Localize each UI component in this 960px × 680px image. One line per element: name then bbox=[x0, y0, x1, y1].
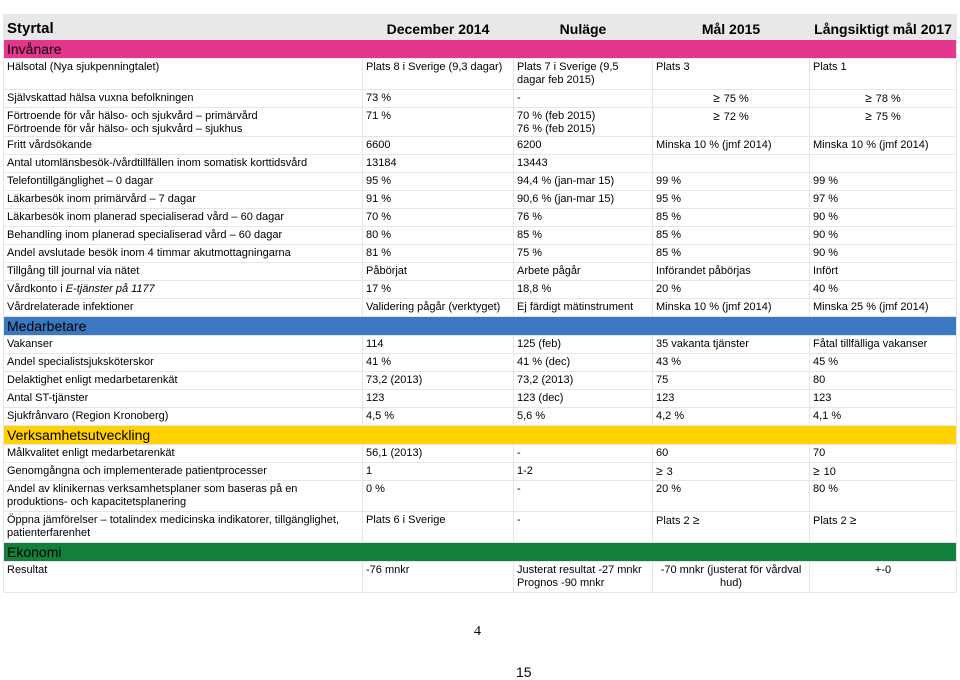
row-label bbox=[4, 281, 363, 299]
row-label: Målkvalitet enligt medarbetarenkät bbox=[4, 445, 363, 463]
cell-mal-2017: Infört bbox=[810, 263, 957, 281]
table-row bbox=[4, 245, 957, 263]
cell-nulage: - bbox=[514, 90, 653, 108]
cell-mal-2017: 4,1 % bbox=[810, 408, 957, 426]
cell-line: 76 % (feb 2015) bbox=[517, 123, 596, 135]
cell-mal-2017: 123 bbox=[810, 390, 957, 408]
cell-dec-2014: 1 bbox=[363, 463, 514, 481]
cell-mal-2015: 35 vakanta tjänster bbox=[653, 336, 810, 354]
row-label: Andel avslutade besök inom 4 timmar akutmottagningarna bbox=[4, 245, 363, 263]
cell-mal-2015: 95 % bbox=[653, 191, 810, 209]
row-label-line: Förtroende för vår hälso- och sjukvård – sjukhus bbox=[7, 123, 243, 135]
cell-mal-2015: 20 % bbox=[653, 481, 810, 512]
cell-mal-2015: 123 bbox=[653, 390, 810, 408]
cell-mal-2015: Plats 3 bbox=[653, 59, 810, 90]
header-nulage: Nuläge bbox=[514, 15, 653, 40]
header-styrtal: Styrtal bbox=[4, 15, 363, 40]
cell-mal-2017: 40 % bbox=[810, 281, 957, 299]
cell-mal-2017: 99 % bbox=[810, 173, 957, 191]
table-row bbox=[4, 408, 957, 426]
table-row bbox=[4, 191, 957, 209]
table-row bbox=[4, 59, 957, 90]
table-row bbox=[4, 336, 957, 354]
table-row bbox=[4, 90, 957, 108]
cell-dec-2014: 81 % bbox=[363, 245, 514, 263]
cell-nulage: Plats 7 i Sverige (9,5 dagar feb 2015) bbox=[514, 59, 653, 90]
cell-mal-2017 bbox=[810, 108, 957, 137]
cell-nulage: 76 % bbox=[514, 209, 653, 227]
greater-equal-icon: ≥ bbox=[865, 109, 872, 123]
row-label: Antal utomlänsbesök-/vårdtillfällen inom somatisk korttidsvård bbox=[4, 155, 363, 173]
cell-mal-2015: -70 mnkr (justerat för vårdval hud) bbox=[653, 562, 810, 593]
cell-mal-2015: 60 bbox=[653, 445, 810, 463]
header-mal-2015: Mål 2015 bbox=[653, 15, 810, 40]
cell-dec-2014: 73 % bbox=[363, 90, 514, 108]
row-label: Vårdrelaterade infektioner bbox=[4, 299, 363, 317]
cell-dec-2014: 95 % bbox=[363, 173, 514, 191]
cell-mal-2017: 80 bbox=[810, 372, 957, 390]
cell-nulage: 73,2 (2013) bbox=[514, 372, 653, 390]
cell-nulage: 85 % bbox=[514, 227, 653, 245]
cell-value: 75 % bbox=[723, 93, 749, 105]
row-label: Genomgångna och implementerade patientprocesser bbox=[4, 463, 363, 481]
cell-mal-2015 bbox=[653, 512, 810, 543]
cell-dec-2014: Validering pågår (verktyget) bbox=[363, 299, 514, 317]
cell-value: 3 bbox=[666, 466, 673, 478]
cell-mal-2017: 90 % bbox=[810, 209, 957, 227]
row-label: Läkarbesök inom planerad specialiserad vård – 60 dagar bbox=[4, 209, 363, 227]
table-row bbox=[4, 227, 957, 245]
cell-dec-2014: 123 bbox=[363, 390, 514, 408]
table-row bbox=[4, 512, 957, 543]
row-label: Öppna jämförelser – totalindex medicinska indikatorer, tillgänglighet, patienterfarenhet bbox=[4, 512, 363, 543]
cell-mal-2017: 90 % bbox=[810, 227, 957, 245]
greater-equal-icon: ≥ bbox=[656, 464, 663, 478]
row-label: Andel av klinikernas verksamhetsplaner som baseras på en produktions- och kapacitetsplanering bbox=[4, 481, 363, 512]
row-label: Läkarbesök inom primärvård – 7 dagar bbox=[4, 191, 363, 209]
section-title-ekonomi: Ekonomi bbox=[4, 543, 957, 562]
section-title-invanare: Invånare bbox=[4, 40, 957, 59]
table-row bbox=[4, 137, 957, 155]
row-label: Tillgång till journal via nätet bbox=[4, 263, 363, 281]
header-december-2014: December 2014 bbox=[363, 15, 514, 40]
row-label: Hälsotal (Nya sjukpenningtalet) bbox=[4, 59, 363, 90]
greater-equal-icon: ≥ bbox=[692, 513, 700, 527]
cell-dec-2014: 73,2 (2013) bbox=[363, 372, 514, 390]
table-row bbox=[4, 173, 957, 191]
row-label: Antal ST-tjänster bbox=[4, 390, 363, 408]
cell-mal-2015: 4,2 % bbox=[653, 408, 810, 426]
cell-dec-2014: Plats 6 i Sverige bbox=[363, 512, 514, 543]
cell-mal-2015: 85 % bbox=[653, 209, 810, 227]
row-label: Fritt vårdsökande bbox=[4, 137, 363, 155]
cell-mal-2017 bbox=[810, 90, 957, 108]
cell-mal-2017 bbox=[810, 463, 957, 481]
cell-nulage: 41 % (dec) bbox=[514, 354, 653, 372]
table-row bbox=[4, 209, 957, 227]
cell-dec-2014: 91 % bbox=[363, 191, 514, 209]
cell-nulage: 18,8 % bbox=[514, 281, 653, 299]
row-label-text: Vårdkonto i bbox=[7, 283, 66, 295]
cell-mal-2015: 85 % bbox=[653, 245, 810, 263]
cell-mal-2015: Minska 10 % (jmf 2014) bbox=[653, 137, 810, 155]
header-row bbox=[4, 15, 957, 40]
styrtal-table bbox=[3, 14, 956, 593]
cell-mal-2017: 90 % bbox=[810, 245, 957, 263]
page-number: 15 bbox=[516, 664, 532, 680]
cell-dec-2014: 4,5 % bbox=[363, 408, 514, 426]
table-row bbox=[4, 463, 957, 481]
cell-dec-2014: 56,1 (2013) bbox=[363, 445, 514, 463]
table-row bbox=[4, 390, 957, 408]
cell-mal-2015 bbox=[653, 155, 810, 173]
cell-mal-2017 bbox=[810, 512, 957, 543]
row-label: Vakanser bbox=[4, 336, 363, 354]
row-label: Behandling inom planerad specialiserad vård – 60 dagar bbox=[4, 227, 363, 245]
cell-mal-2015: 85 % bbox=[653, 227, 810, 245]
cell-mal-2017: +-0 bbox=[810, 562, 957, 593]
cell-nulage: Arbete pågår bbox=[514, 263, 653, 281]
cell-nulage: 75 % bbox=[514, 245, 653, 263]
cell-mal-2015: Införandet påbörjas bbox=[653, 263, 810, 281]
cell-value: 72 % bbox=[723, 111, 749, 123]
cell-value: 75 % bbox=[875, 111, 901, 123]
cell-mal-2015: 75 bbox=[653, 372, 810, 390]
cell-nulage: 5,6 % bbox=[514, 408, 653, 426]
cell-nulage: 6200 bbox=[514, 137, 653, 155]
cell-dec-2014: 70 % bbox=[363, 209, 514, 227]
cell-nulage: 123 (dec) bbox=[514, 390, 653, 408]
row-label: Självskattad hälsa vuxna befolkningen bbox=[4, 90, 363, 108]
cell-nulage bbox=[514, 108, 653, 137]
cell-mal-2017: Plats 1 bbox=[810, 59, 957, 90]
cell-nulage: - bbox=[514, 445, 653, 463]
section-ekonomi bbox=[4, 543, 957, 562]
cell-mal-2015: 20 % bbox=[653, 281, 810, 299]
row-label: Andel specialistsjuksköterskor bbox=[4, 354, 363, 372]
cell-mal-2015 bbox=[653, 90, 810, 108]
cell-value: Plats 2 bbox=[813, 515, 847, 527]
cell-dec-2014: 80 % bbox=[363, 227, 514, 245]
cell-nulage: 94,4 % (jan-mar 15) bbox=[514, 173, 653, 191]
greater-equal-icon: ≥ bbox=[713, 91, 720, 105]
table-row bbox=[4, 481, 957, 512]
greater-equal-icon: ≥ bbox=[713, 109, 720, 123]
row-label: Delaktighet enligt medarbetarenkät bbox=[4, 372, 363, 390]
cell-mal-2017: 97 % bbox=[810, 191, 957, 209]
cell-dec-2014: Plats 8 i Sverige (9,3 dagar) bbox=[363, 59, 514, 90]
section-verksamhetsutveckling bbox=[4, 426, 957, 445]
cell-dec-2014: 0 % bbox=[363, 481, 514, 512]
cell-nulage: Ej färdigt mätinstrument bbox=[514, 299, 653, 317]
cell-dec-2014: -76 mnkr bbox=[363, 562, 514, 593]
cell-dec-2014: 71 % bbox=[363, 108, 514, 137]
cell-mal-2015 bbox=[653, 108, 810, 137]
row-label-italic: E-tjänster på 1177 bbox=[65, 283, 155, 295]
cell-nulage: - bbox=[514, 481, 653, 512]
cell-mal-2017: Minska 10 % (jmf 2014) bbox=[810, 137, 957, 155]
table-row bbox=[4, 354, 957, 372]
row-label: Telefontillgänglighet – 0 dagar bbox=[4, 173, 363, 191]
section-title-verksamhetsutveckling: Verksamhetsutveckling bbox=[4, 426, 957, 445]
row-label-line: Förtroende för vår hälso- och sjukvård – primärvård bbox=[7, 110, 258, 122]
cell-dec-2014: 13184 bbox=[363, 155, 514, 173]
cell-mal-2015 bbox=[653, 463, 810, 481]
cell-value: 78 % bbox=[875, 93, 901, 105]
cell-nulage: 1-2 bbox=[514, 463, 653, 481]
cell-mal-2017: 70 bbox=[810, 445, 957, 463]
table-row bbox=[4, 281, 957, 299]
cell-mal-2017: 45 % bbox=[810, 354, 957, 372]
cell-nulage: - bbox=[514, 512, 653, 543]
row-label: Sjukfrånvaro (Region Kronoberg) bbox=[4, 408, 363, 426]
table-row bbox=[4, 445, 957, 463]
section-title-medarbetare: Medarbetare bbox=[4, 317, 957, 336]
section-medarbetare bbox=[4, 317, 957, 336]
greater-equal-icon: ≥ bbox=[813, 464, 820, 478]
cell-mal-2017: 80 % bbox=[810, 481, 957, 512]
cell-dec-2014: 6600 bbox=[363, 137, 514, 155]
section-invanare bbox=[4, 40, 957, 59]
table-row bbox=[4, 372, 957, 390]
cell-nulage: 13443 bbox=[514, 155, 653, 173]
cell-value: Plats 2 bbox=[656, 515, 690, 527]
cell-mal-2017 bbox=[810, 155, 957, 173]
cell-value: 10 bbox=[823, 466, 836, 478]
cell-nulage: 125 (feb) bbox=[514, 336, 653, 354]
cell-mal-2015: Minska 10 % (jmf 2014) bbox=[653, 299, 810, 317]
cell-nulage: Justerat resultat -27 mnkr Prognos -90 mnkr bbox=[514, 562, 653, 593]
table-row bbox=[4, 155, 957, 173]
cell-mal-2015: 43 % bbox=[653, 354, 810, 372]
greater-equal-icon: ≥ bbox=[865, 91, 872, 105]
page-number-inner: 4 bbox=[474, 624, 481, 639]
row-label: Resultat bbox=[4, 562, 363, 593]
table-row bbox=[4, 263, 957, 281]
cell-dec-2014: 41 % bbox=[363, 354, 514, 372]
cell-dec-2014: 17 % bbox=[363, 281, 514, 299]
table-row bbox=[4, 108, 957, 137]
cell-mal-2017: Fåtal tillfälliga vakanser bbox=[810, 336, 957, 354]
cell-dec-2014: 114 bbox=[363, 336, 514, 354]
row-label bbox=[4, 108, 363, 137]
table-row bbox=[4, 562, 957, 593]
greater-equal-icon: ≥ bbox=[849, 513, 857, 527]
cell-mal-2015: 99 % bbox=[653, 173, 810, 191]
cell-line: 70 % (feb 2015) bbox=[517, 110, 596, 122]
cell-mal-2017: Minska 25 % (jmf 2014) bbox=[810, 299, 957, 317]
header-langsiktigt-mal: Långsiktigt mål 2017 bbox=[810, 15, 957, 40]
cell-dec-2014: Påbörjat bbox=[363, 263, 514, 281]
table-row bbox=[4, 299, 957, 317]
cell-nulage: 90,6 % (jan-mar 15) bbox=[514, 191, 653, 209]
